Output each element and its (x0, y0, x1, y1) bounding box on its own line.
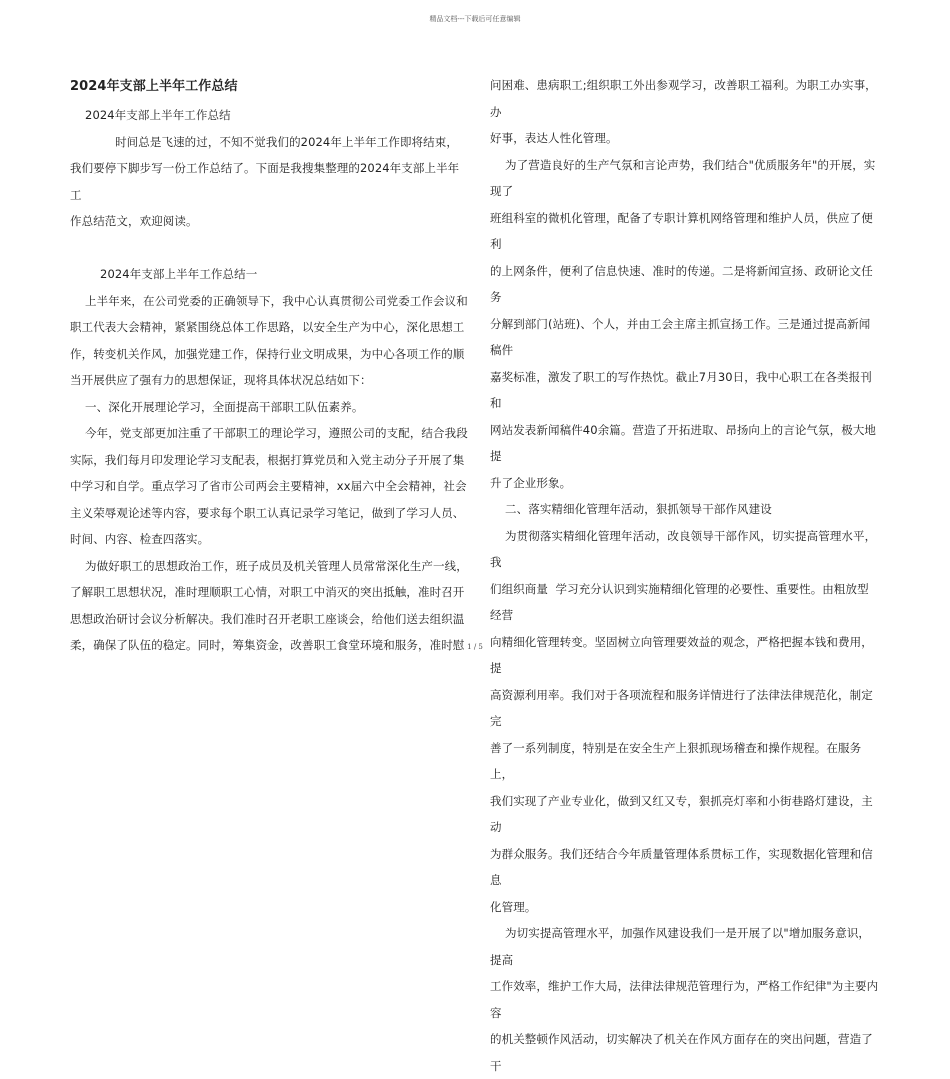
text-line: 嘉奖标准，激发了职工的写作热忱。截止7月30日，我中心职工在各类报刊和 (490, 369, 872, 410)
text-line: 思想政治研讨会议分析解决。我们准时召开老职工座谈会，给他们送去组织温 (70, 611, 465, 626)
text-line: 工作效率，维护工作大局，法律法律规范管理行为，严格工作纪律"为主要内容 (490, 979, 879, 1020)
text-line: 时间、内容、检查四落实。 (70, 532, 210, 546)
text-line: 班组科室的微机化管理，配备了专职计算机网络管理和维护人员，供应了便利 (490, 210, 873, 251)
text-line: 们组织商量 学习充分认识到实施精细化管理的必要性、重要性。由粗放型经营 (490, 581, 869, 622)
text-line: 了解职工思想状况，准时理顺职工心情，对职工中消灭的突出抵触，准时召开 (70, 585, 465, 599)
document-title: 2024年支部上半年工作总结 (70, 79, 238, 94)
page-number: 1 / 5 (467, 643, 483, 651)
text-line: 的机关整顿作风活动，切实解决了机关在作风方面存在的突出问题，营造了干 (490, 1032, 873, 1073)
text-line: 作，转变机关作风，加强党建工作，保持行业文明成果，为中心各项工作的顺 (70, 346, 465, 361)
text-line: 善了一系列制度，特别是在安全生产上狠抓现场稽查和操作规程。在服务上， (490, 740, 862, 781)
text-line: 当开展供应了强有力的思想保证，现将具体状况总结如下： (70, 373, 372, 387)
text-line: 一、深化开展理论学习，全面提高干部职工队伍素养。 (70, 399, 364, 414)
text-line: 今年，党支部更加注重了干部职工的理论学习，遵照公司的支配，结合我段 (70, 426, 468, 440)
text-line: 职工代表大会精神，紧紧围绕总体工作思路，以安全生产为中心，深化思想工 (70, 320, 465, 334)
text-line: 2024年支部上半年工作总结一 (70, 267, 258, 281)
right-column (490, 72, 880, 1079)
text-line: 为贯彻落实精细化管理年活动，改良领导干部作风，切实提高管理水平，我 (490, 528, 877, 569)
text-line: 好事，表达人性化管理。 (490, 131, 618, 145)
text-line: 问困难、患病职工;组织职工外出参观学习，改善职工福利。为职工办实事，办 (490, 78, 877, 119)
text-line: 为做好职工的思想政治工作，班子成员及机关管理人员常常深化生产一线， (70, 558, 468, 573)
text-line: 实际，我们每月印发理论学习支配表，根据打算党员和入党主动分子开展了集 (70, 452, 465, 467)
text-line: 的上网条件，便利了信息快速、准时的传递。二是将新闻宣扬、政研论文任务 (490, 263, 873, 304)
text-line: 上半年来，在公司党委的正确领导下，我中心认真贯彻公司党委工作会议和 (70, 293, 468, 308)
text-line: 主义荣辱观论述等内容，要求每个职工认真记录学习笔记，做到了学习人员、 (70, 505, 465, 520)
text-line: 作总结范文，欢迎阅读。 (70, 214, 198, 228)
text-line: 为了营造良好的生产气氛和言论声势，我们结合"优质服务年"的开展，实现了 (490, 157, 876, 198)
text-line: 时间总是飞速的过，不知不觉我们的2024年上半年工作即将结束， (70, 134, 458, 149)
page-header-note: 精品文档---下载后可任意编辑 (429, 15, 521, 23)
text-line: 中学习和自学。重点学习了省市公司两会主要精神，xx届六中全会精神，社会 (70, 479, 467, 493)
text-line: 2024年支部上半年工作总结 (70, 108, 231, 122)
text-line: 升了企业形象。 (490, 475, 572, 490)
text-line: 网站发表新闻稿件40余篇。营造了开拓进取、昂扬向上的言论气氛，极大地提 (490, 422, 877, 463)
left-column-body (70, 102, 468, 659)
text-line: 柔，确保了队伍的稳定。同时，筹集资金，改善职工食堂环境和服务，准时慰 (70, 638, 465, 652)
text-line: 化管理。 (490, 899, 537, 914)
text-line: 二、落实精细化管理年活动，狠抓领导干部作风建设 (490, 502, 772, 516)
right-column-body (490, 72, 880, 1079)
text-line: 为切实提高管理水平，加强作风建设我们一是开展了以"增加服务意识，提高 (490, 926, 871, 967)
text-line: 分解到部门(站班)、个人，并由工会主席主抓宣扬工作。三是通过提高新闻稿件 (490, 316, 871, 357)
text-line: 向精细化管理转变。坚固树立向管理要效益的观念，严格把握本钱和费用，提 (490, 634, 873, 675)
text-line: 为群众服务。我们还结合今年质量管理体系贯标工作，实现数据化管理和信息 (490, 846, 873, 887)
text-line (70, 235, 468, 262)
text-line: 我们实现了产业专业化，做到又红又专，狠抓亮灯率和小街巷路灯建设，主动 (490, 793, 873, 834)
text-line: 我们要停下脚步写一份工作总结了。下面是我搜集整理的2024年支部上半年工 (70, 161, 460, 202)
text-line: 高资源利用率。我们对于各项流程和服务详情进行了法律法律规范化，制定完 (490, 687, 873, 728)
left-column (70, 72, 468, 659)
